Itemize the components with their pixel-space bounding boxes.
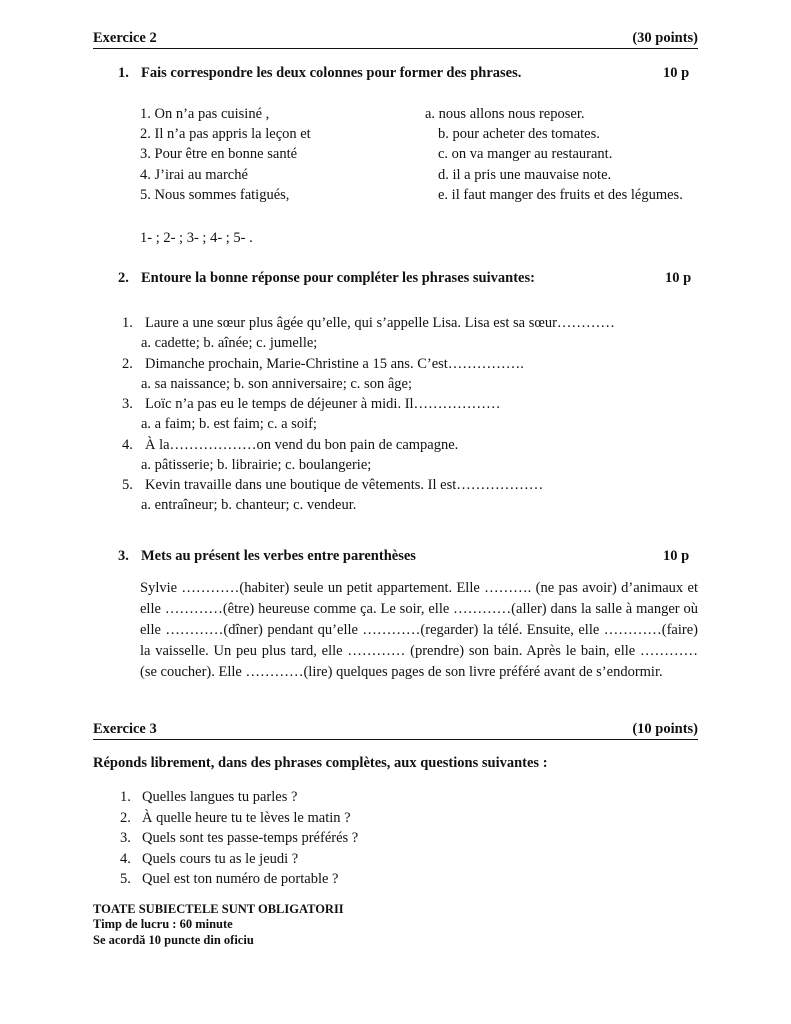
q2-item-number: 2. bbox=[122, 355, 133, 372]
question-number: 5. bbox=[120, 871, 131, 887]
exercise-2-title: Exercice 2 bbox=[93, 30, 157, 46]
question-number: 1. bbox=[120, 789, 131, 805]
question-number: 3. bbox=[120, 830, 131, 846]
q2-title: Entoure la bonne réponse pour compléter les phrases suivantes: bbox=[141, 270, 535, 286]
q1-points: 10 p bbox=[663, 65, 690, 81]
footer-line-1: TOATE SUBIECTELE SUNT OBLIGATORII bbox=[93, 902, 344, 916]
exercise-2-header bbox=[93, 28, 698, 49]
q3-title: Mets au présent les verbes entre parenthèses bbox=[141, 548, 416, 564]
q2-item-number: 3. bbox=[122, 396, 133, 412]
match-right-item: a. nous allons nous reposer. bbox=[425, 106, 585, 122]
match-left-item: 3. Pour être en bonne santé bbox=[140, 146, 298, 163]
exercise-3-title: Exercice 3 bbox=[93, 721, 157, 737]
exercise-3-instruction: Réponds librement, dans des phrases complètes, aux questions suivantes : bbox=[93, 755, 548, 771]
match-right-item: b. pour acheter des tomates. bbox=[438, 126, 600, 143]
q2-item-text: Loïc n’a pas eu le temps de déjeuner à midi. Il……………… bbox=[145, 396, 501, 412]
footer-line-2: Timp de lucru : 60 minute bbox=[93, 917, 233, 931]
q2-item-text: Laure a une sœur plus âgée qu’elle, qui s’appelle Lisa. Lisa est sa sœur………… bbox=[145, 315, 615, 331]
question-text: Quel est ton numéro de portable ? bbox=[142, 871, 339, 887]
q2-item-number: 4. bbox=[122, 436, 133, 453]
q2-item-options: a. a faim; b. est faim; c. a soif; bbox=[141, 416, 317, 432]
q2-item-text: Kevin travaille dans une boutique de vêtements. Il est……………… bbox=[145, 477, 544, 493]
question-text: Quelles langues tu parles ? bbox=[142, 789, 298, 805]
footer-line-3: Se acordă 10 puncte din oficiu bbox=[93, 933, 254, 947]
q2-item-options: a. entraîneur; b. chanteur; c. vendeur. bbox=[141, 497, 357, 513]
match-right-item: d. il a pris une mauvaise note. bbox=[438, 166, 612, 183]
q1-number: 1. bbox=[118, 65, 129, 81]
match-left-item: 2. Il n’a pas appris la leçon et bbox=[140, 126, 311, 143]
question-number: 2. bbox=[120, 809, 131, 826]
q1-answer-line: 1- ; 2- ; 3- ; 4- ; 5- . bbox=[140, 230, 253, 246]
question-text: Quels cours tu as le jeudi ? bbox=[142, 850, 299, 867]
exercise-3-header bbox=[93, 719, 698, 740]
q2-item-number: 5. bbox=[122, 477, 133, 493]
q2-item-text: Dimanche prochain, Marie-Christine a 15 ans. C’est……………. bbox=[145, 355, 524, 372]
question-text: À quelle heure tu te lèves le matin ? bbox=[142, 809, 351, 826]
match-left-item: 1. On n’a pas cuisiné , bbox=[140, 106, 270, 122]
q2-item-text: À la………………on vend du bon pain de campagne. bbox=[145, 436, 459, 453]
q2-points: 10 p bbox=[665, 270, 692, 286]
q3-paragraph: Sylvie …………(habiter) seule un petit appartement. Elle ………. (ne pas avoir) d’animaux et elle …………(être) heureuse comme ça. Le soir, elle …………(aller) dans la salle à manger où elle …………(dîner) pendant qu’elle …………(regarder) la télé. Ensuite, elle …………(faire) la vaisselle. Un peu plus tard, elle ………… (prendre) son bain. Après le bain, elle ………… (se coucher). Elle …………(lire) quelques pages de son livre préféré avant de s’endormir. bbox=[140, 580, 698, 680]
q2-number: 2. bbox=[118, 270, 129, 286]
exercise-2-points: (30 points) bbox=[632, 30, 698, 46]
question-text: Quels sont tes passe-temps préférés ? bbox=[142, 830, 359, 846]
match-left-item: 5. Nous sommes fatigués, bbox=[140, 186, 290, 203]
q3-points: 10 p bbox=[663, 548, 690, 564]
match-left-item: 4. J’irai au marché bbox=[140, 166, 248, 183]
q3-number: 3. bbox=[118, 548, 129, 564]
q1-title: Fais correspondre les deux colonnes pour former des phrases. bbox=[141, 65, 522, 81]
exercise-3-points: (10 points) bbox=[632, 721, 698, 737]
question-number: 4. bbox=[120, 850, 131, 867]
match-right-item: e. il faut manger des fruits et des légumes. bbox=[438, 186, 683, 203]
q2-item-options: a. sa naissance; b. son anniversaire; c. son âge; bbox=[141, 375, 412, 392]
q2-item-options: a. pâtisserie; b. librairie; c. boulangerie; bbox=[141, 456, 372, 473]
match-right-item: c. on va manger au restaurant. bbox=[438, 146, 613, 163]
q2-item-number: 1. bbox=[122, 315, 133, 331]
q2-item-options: a. cadette; b. aînée; c. jumelle; bbox=[141, 335, 318, 351]
